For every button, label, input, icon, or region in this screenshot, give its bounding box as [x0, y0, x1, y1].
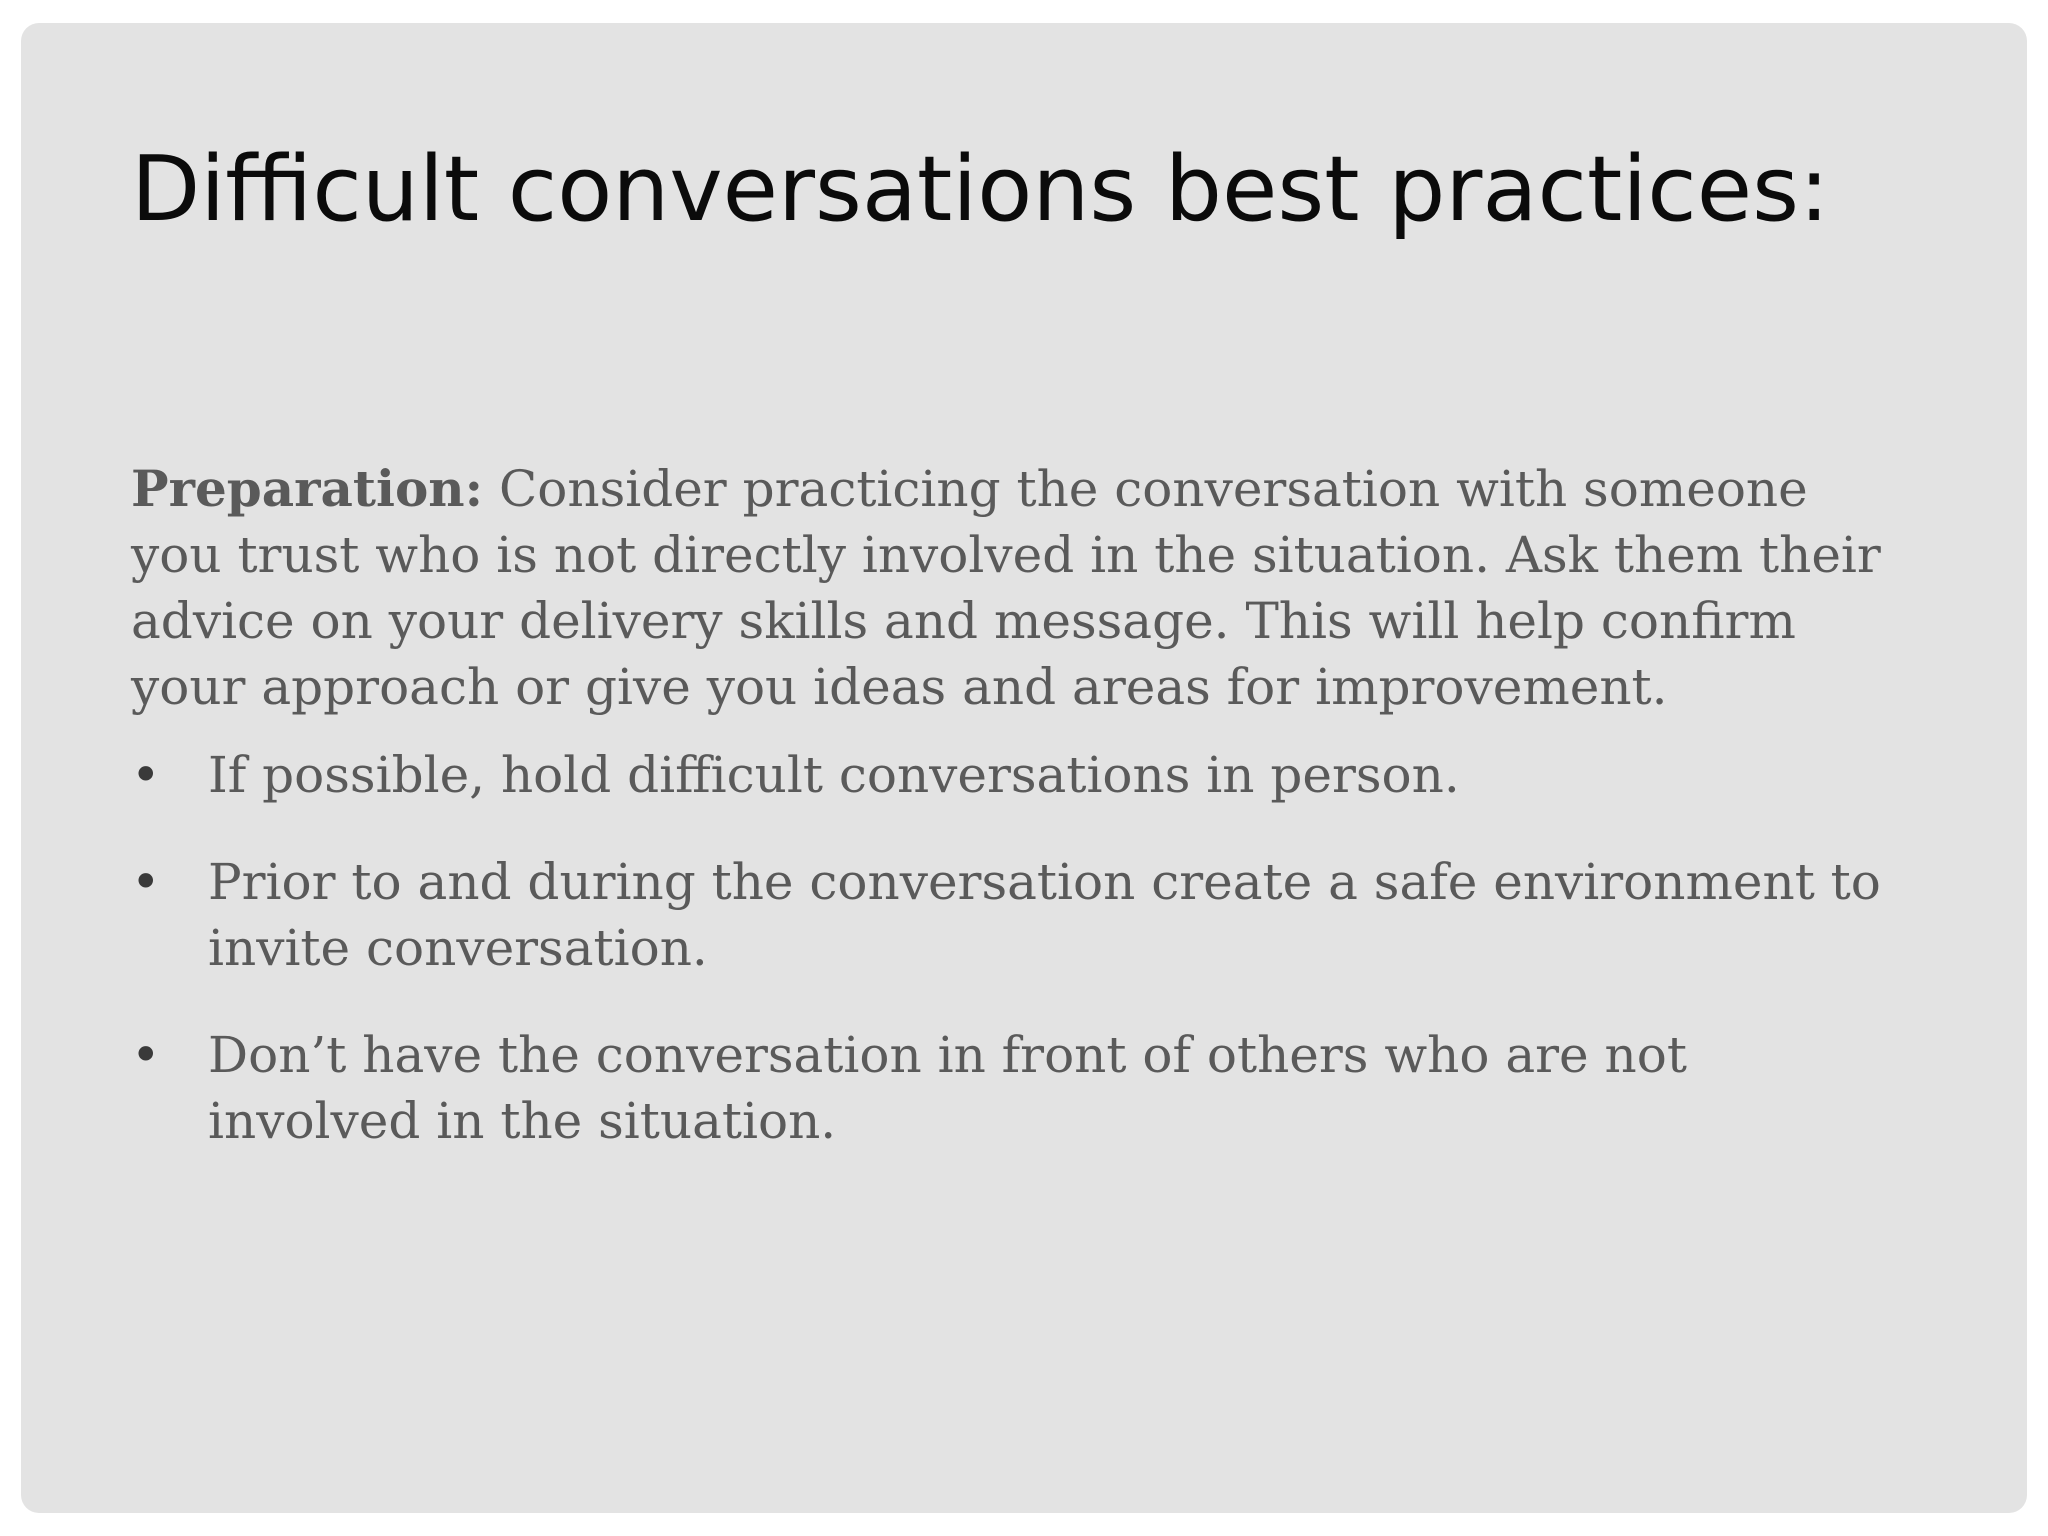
- bullet-item: [131, 1022, 1891, 1154]
- bullet-item: [131, 849, 1891, 981]
- slide-body: [131, 456, 1891, 1195]
- bullet-list: [131, 742, 1891, 1154]
- preparation-label: Preparation:: [131, 459, 484, 518]
- bullet-text: Don’t have the conversation in front of others who are not involved in the situation.: [208, 1026, 1687, 1150]
- bullet-text: If possible, hold difficult conversations in person.: [208, 746, 1460, 804]
- preparation-text: Consider practicing the conversation with someone you trust who is not directly involved in the situation. Ask them their advice on your delivery skills and message. This will help confirm your approach or give you ideas and areas for improvement.: [131, 460, 1881, 716]
- bullet-icon: •: [131, 853, 161, 911]
- slide-title: Difficult conversations best practices:: [131, 137, 1830, 242]
- preparation-paragraph: [131, 456, 1891, 720]
- bullet-icon: •: [131, 1026, 161, 1084]
- slide: [21, 23, 2027, 1513]
- bullet-icon: •: [131, 746, 161, 804]
- bullet-text: Prior to and during the conversation create a safe environment to invite conversation.: [208, 853, 1881, 977]
- bullet-item: [131, 742, 1891, 808]
